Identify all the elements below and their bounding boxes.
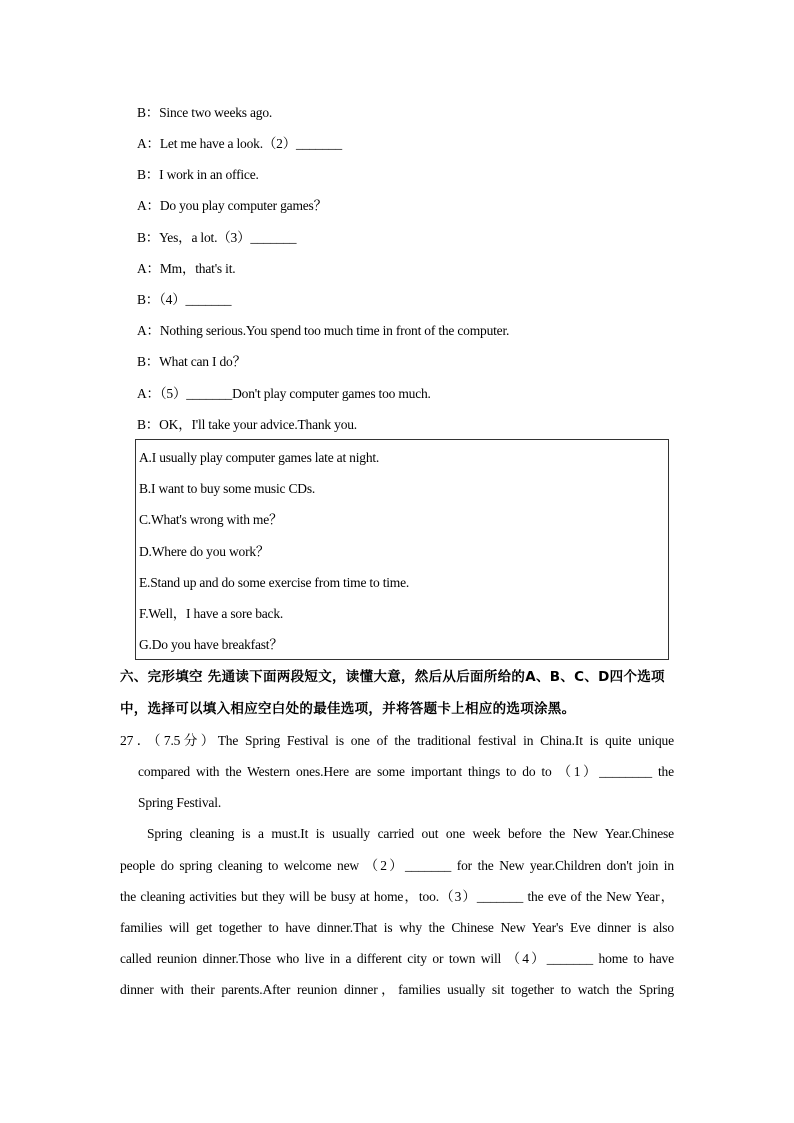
option-g: G.Do you have breakfast？ <box>139 637 283 652</box>
passage-line: called reunion dinner.Those who live in a different city or town will （4）_______ home to have <box>120 951 674 966</box>
dialogue-line: A：Let me have a look.（2）_______ <box>137 136 342 151</box>
passage-line: Spring cleaning is a must.It is usually carried out one week before the New Year.Chinese <box>147 826 674 841</box>
dialogue-line: A：Nothing serious.You spend too much time in front of the computer. <box>137 323 510 338</box>
option-a: A.I usually play computer games late at night. <box>139 450 380 465</box>
option-c: C.What's wrong with me？ <box>139 512 283 527</box>
dialogue-line: B：OK，I'll take your advice.Thank you. <box>137 417 357 432</box>
section-heading-line1: 六、完形填空 先通读下面两段短文，读懂大意，然后从后面所给的A、B、C、D四个选项 <box>120 669 665 685</box>
dialogue-line: B：Yes，a lot.（3）_______ <box>137 230 297 245</box>
dialogue-line: B：I work in an office. <box>137 167 259 182</box>
option-b: B.I want to buy some music CDs. <box>139 481 316 496</box>
option-f: F.Well，I have a sore back. <box>139 606 284 621</box>
dialogue-line: A：（5）_______Don't play computer games too much. <box>137 386 431 401</box>
section-heading-line2: 中，选择可以填入相应空白处的最佳选项，并将答题卡上相应的选项涂黑。 <box>120 701 576 717</box>
passage-line: people do spring cleaning to welcome new （2）_______ for the New year.Children don't join in <box>120 858 674 873</box>
option-d: D.Where do you work？ <box>139 544 270 559</box>
dialogue-line: B：Since two weeks ago. <box>137 105 273 120</box>
options-box <box>135 439 669 660</box>
question-line1: 27．（7.5分）The Spring Festival is one of the traditional festival in China.It is quite unique <box>120 733 674 748</box>
dialogue-line: A：Mm，that's it. <box>137 261 236 276</box>
question-line3: Spring Festival. <box>138 795 222 810</box>
dialogue-line: A：Do you play computer games？ <box>137 198 327 213</box>
passage-line: families will get together to have dinner.That is why the Chinese New Year's Eve dinner is also <box>120 920 674 935</box>
dialogue-line: B：What can I do？ <box>137 354 246 369</box>
question-line2: compared with the Western ones.Here are some important things to do to （1）________ the <box>138 764 674 779</box>
option-e: E.Stand up and do some exercise from time to time. <box>139 575 410 590</box>
dialogue-line: B：（4）_______ <box>137 292 232 307</box>
passage-line: the cleaning activities but they will be busy at home，too.（3）_______ the eve of the New Year， <box>120 889 674 904</box>
passage-line: dinner with their parents.After reunion dinner，families usually sit together to watch the Spring <box>120 982 674 997</box>
